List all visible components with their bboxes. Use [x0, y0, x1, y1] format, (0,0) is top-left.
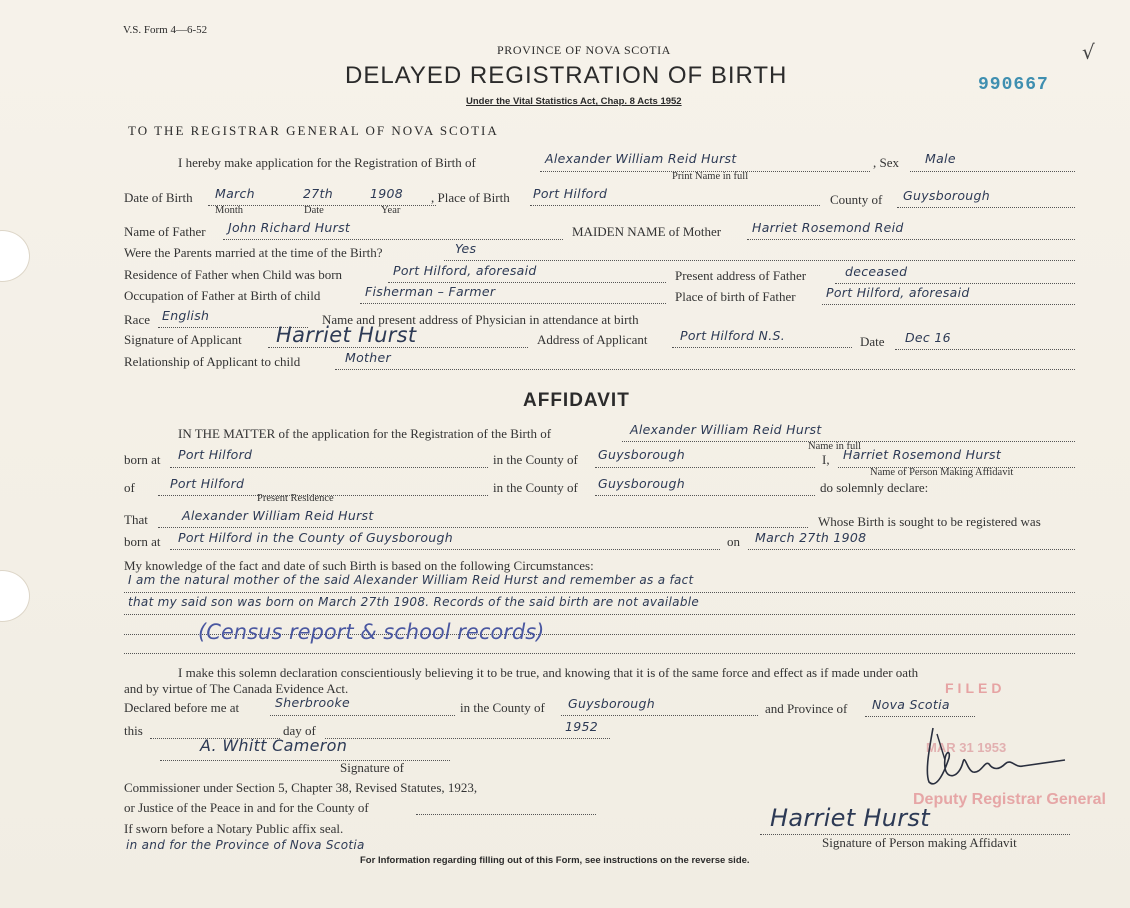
present-residence-hint: Present Residence: [257, 493, 334, 504]
child-name-value: Alexander William Reid Hurst: [545, 151, 737, 166]
commissioner-text: Commissioner under Section 5, Chapter 38, Revised Statutes, 1923,: [124, 780, 478, 795]
footer-instructions: For Information regarding filling out of this Form, see instructions on the reverse side.: [360, 855, 750, 866]
married-label: Were the Parents married at the time of the Birth?: [124, 245, 383, 260]
whose-birth-text: Whose Birth is sought to be registered was: [818, 514, 1041, 529]
that-label: That: [124, 512, 148, 527]
matter-label: IN THE MATTER of the application for the Registration of the Birth of: [178, 426, 552, 441]
intro-label: I hereby make application for the Registration of Birth of: [178, 155, 476, 170]
dob-year-value: 1908: [370, 186, 404, 201]
occupation-value: Fisherman – Farmer: [365, 284, 496, 299]
of-label: of: [124, 480, 135, 495]
form-subtitle: Under the Vital Statistics Act, Chap. 8 Acts 1952: [466, 96, 682, 107]
check-mark: √: [1082, 40, 1095, 64]
in-county-value-2: Guysborough: [598, 476, 685, 491]
solemn-declaration-2: and by virtue of The Canada Evidence Act.: [124, 681, 349, 696]
born-at-label-2: born at: [124, 534, 161, 549]
circumstance-line-2: that my said son was born on March 27th 1908. Records of the said birth are not available: [128, 595, 700, 609]
this-label: this: [124, 723, 143, 738]
affiant-signature: Harriet Hurst: [770, 804, 930, 832]
justice-text: or Justice of the Peace in and for the County of: [124, 800, 369, 815]
date-value: Dec 16: [905, 330, 951, 345]
form-title: DELAYED REGISTRATION OF BIRTH: [345, 62, 788, 89]
father-birthplace-value: Port Hilford, aforesaid: [826, 285, 970, 300]
on-date-value: March 27th 1908: [755, 530, 867, 545]
residence-label: Residence of Father when Child was born: [124, 267, 343, 282]
punch-hole: [0, 570, 30, 622]
registration-number: 990667: [978, 75, 1049, 95]
mother-name-label: MAIDEN NAME of Mother: [572, 224, 722, 239]
dob-month-value: March: [215, 186, 255, 201]
addressee: TO THE REGISTRAR GENERAL OF NOVA SCOTIA: [128, 123, 499, 138]
notary-text: If sworn before a Notary Public affix seal.: [124, 821, 344, 836]
province-heading: PROVINCE OF NOVA SCOTIA: [497, 43, 671, 57]
knowledge-text: My knowledge of the fact and date of such Birth is based on the following Circumstances:: [124, 558, 594, 573]
punch-hole: [0, 230, 30, 282]
signature-of-label: Signature of: [340, 760, 404, 775]
in-county-label: in the County of: [493, 452, 578, 467]
born-at-value: Port Hilford: [178, 447, 253, 462]
applicant-signature-label: Signature of Applicant: [124, 332, 242, 347]
mother-name-value: Harriet Rosemond Reid: [752, 220, 904, 235]
affiant-name-value: Harriet Rosemond Hurst: [843, 447, 1002, 462]
circumstance-line-1: I am the natural mother of the said Alexander William Reid Hurst and remember as a fact: [128, 573, 694, 587]
solemn-declaration-1: I make this solemn declaration conscientiously believing it to be true, and knowing that it is of the same force and effect as if made under oath: [178, 665, 919, 680]
stamp-date: MAR 31 1953: [926, 740, 1007, 755]
born-at-label: born at: [124, 452, 161, 467]
print-name-hint: Print Name in full: [672, 171, 749, 182]
present-address-value: deceased: [845, 264, 908, 279]
on-label: on: [727, 534, 740, 549]
census-note: (Census report & school records): [198, 620, 545, 644]
filed-stamp: FILED: [945, 680, 1006, 696]
deputy-registrar-stamp: Deputy Registrar General: [913, 791, 1106, 808]
form-number: V.S. Form 4—6-52: [123, 24, 208, 36]
i-label: I,: [822, 452, 830, 467]
applicant-address-label: Address of Applicant: [537, 332, 648, 347]
sex-label: , Sex: [873, 155, 899, 170]
commissioner-signature: A. Whitt Cameron: [200, 736, 348, 755]
person-making-affidavit-hint: Name of Person Making Affidavit: [870, 467, 1014, 478]
father-birthplace-label: Place of birth of Father: [675, 289, 796, 304]
year-value: 1952: [565, 719, 599, 734]
race-value: English: [162, 308, 210, 323]
race-label: Race: [124, 312, 150, 327]
province-value: Nova Scotia: [872, 697, 950, 712]
declared-at-value: Sherbrooke: [275, 695, 350, 710]
married-value: Yes: [455, 241, 477, 256]
county-value-declared: Guysborough: [568, 696, 655, 711]
affiant-signature-label: Signature of Person making Affidavit: [822, 835, 1017, 850]
dob-date-value: 27th: [303, 186, 333, 201]
date-label: Date: [860, 334, 885, 349]
month-hint: Month: [215, 205, 244, 216]
occupation-label: Occupation of Father at Birth of child: [124, 288, 321, 303]
matter-name-value: Alexander William Reid Hurst: [630, 422, 822, 437]
day-of-label: day of: [283, 723, 316, 738]
affidavit-heading: AFFIDAVIT: [523, 390, 630, 411]
that-name-value: Alexander William Reid Hurst: [182, 508, 374, 523]
date-hint: Date: [304, 205, 324, 216]
county-label: County of: [830, 192, 883, 207]
county-label-declared: in the County of: [460, 700, 545, 715]
born-at-value-2: Port Hilford in the County of Guysborough: [178, 530, 453, 545]
registrar-signature: [915, 720, 1075, 795]
father-name-label: Name of Father: [124, 224, 206, 239]
name-in-full-hint: Name in full: [808, 441, 862, 452]
declared-at-label: Declared before me at: [124, 700, 240, 715]
year-hint: Year: [381, 205, 401, 216]
present-address-label: Present address of Father: [675, 268, 807, 283]
residence-value: Port Hilford: [170, 476, 245, 491]
relationship-value: Mother: [345, 350, 391, 365]
applicant-signature-value: Harriet Hurst: [276, 323, 417, 347]
in-county-label-2: in the County of: [493, 480, 578, 495]
sex-value: Male: [925, 151, 956, 166]
county-value: Guysborough: [903, 188, 990, 203]
applicant-address-value: Port Hilford N.S.: [680, 328, 785, 343]
place-of-birth-label: , Place of Birth: [431, 190, 510, 205]
physician-label: Name and present address of Physician in attendance at birth: [322, 312, 639, 327]
dob-label: Date of Birth: [124, 190, 193, 205]
relationship-label: Relationship of Applicant to child: [124, 354, 301, 369]
solemnly-declare: do solemnly declare:: [820, 480, 929, 495]
place-of-birth-value: Port Hilford: [533, 186, 608, 201]
province-label: and Province of: [765, 701, 848, 716]
father-name-value: John Richard Hurst: [228, 220, 351, 235]
notary-handwritten: in and for the Province of Nova Scotia: [126, 838, 365, 852]
in-county-value: Guysborough: [598, 447, 685, 462]
residence-value: Port Hilford, aforesaid: [393, 263, 537, 278]
